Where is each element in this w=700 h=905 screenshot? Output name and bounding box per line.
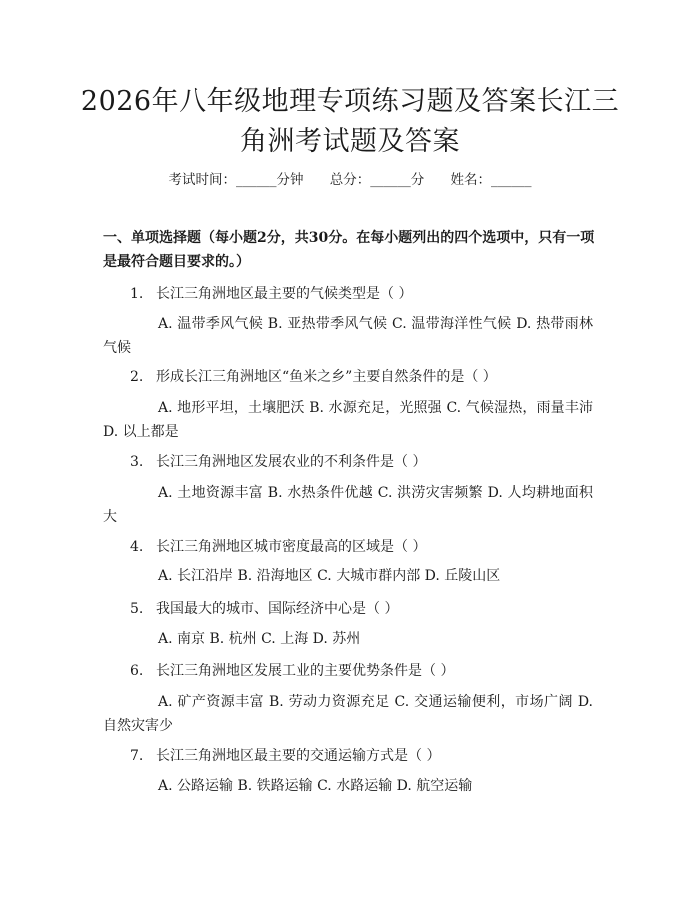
question-4-options: A. 长江沿岸 B. 沿海地区 C. 大城市群内部 D. 丘陵山区: [158, 568, 501, 584]
question-text: 长江三角洲地区最主要的气候类型是（ ）: [156, 286, 413, 302]
question-number: 2.: [130, 369, 144, 385]
question-3-options: A. 土地资源丰富 B. 水热条件优越 C. 洪涝灾害频繁 D. 人均耕地面积大: [103, 485, 593, 525]
question-number: 3.: [130, 454, 144, 470]
question-text: 长江三角洲地区最主要的交通运输方式是（ ）: [156, 748, 441, 764]
question-7-options: A. 公路运输 B. 铁路运输 C. 水路运输 D. 航空运输: [158, 778, 473, 794]
exam-time-field: 考试时间：______分钟: [168, 172, 304, 188]
question-text: 形成长江三角洲地区“鱼米之乡”主要自然条件的是（ ）: [156, 369, 497, 385]
title-line-2: 角洲考试题及答案: [240, 126, 460, 157]
question-5-options: A. 南京 B. 杭州 C. 上海 D. 苏州: [158, 631, 361, 647]
section-heading: 一、单项选择题（每小题2分，共30分。在每小题列出的四个选项中，只有一项是最符合题目要求的。）: [103, 230, 595, 270]
question-2: [130, 366, 497, 386]
question-text: 长江三角洲地区城市密度最高的区域是（ ）: [156, 539, 427, 555]
question-6-options: A. 矿产资源丰富 B. 劳动力资源充足 C. 交通运输便利，市场广阔 D. 自然灾害少: [103, 694, 593, 734]
question-3: [130, 451, 426, 471]
question-text: 我国最大的城市、国际经济中心是（ ）: [156, 601, 399, 617]
student-name-field: 姓名：______: [450, 172, 532, 188]
question-number: 7.: [130, 748, 144, 764]
question-1-options: A. 温带季风气候 B. 亚热带季风气候 C. 温带海洋性气候 D. 热带雨林气候: [103, 316, 593, 356]
question-5: [130, 598, 398, 618]
total-score-field: 总分：______分: [329, 172, 425, 188]
question-text: 长江三角洲地区发展工业的主要优势条件是（ ）: [156, 663, 455, 679]
question-7: [130, 745, 440, 765]
exam-meta: [0, 168, 700, 188]
question-number: 4.: [130, 539, 144, 555]
question-text: 长江三角洲地区发展农业的不利条件是（ ）: [156, 454, 427, 470]
question-4: [130, 536, 426, 556]
question-2-options: A. 地形平坦，土壤肥沃 B. 水源充足，光照强 C. 气候湿热，雨量丰沛 D. 以上都是: [103, 400, 593, 440]
question-6: [130, 660, 454, 680]
question-1: [130, 283, 412, 303]
title-line-1: 2026年八年级地理专项练习题及答案长江三: [80, 86, 620, 117]
page-title: [60, 82, 640, 162]
question-number: 1.: [130, 286, 144, 302]
question-number: 5.: [130, 601, 144, 617]
question-number: 6.: [130, 663, 144, 679]
